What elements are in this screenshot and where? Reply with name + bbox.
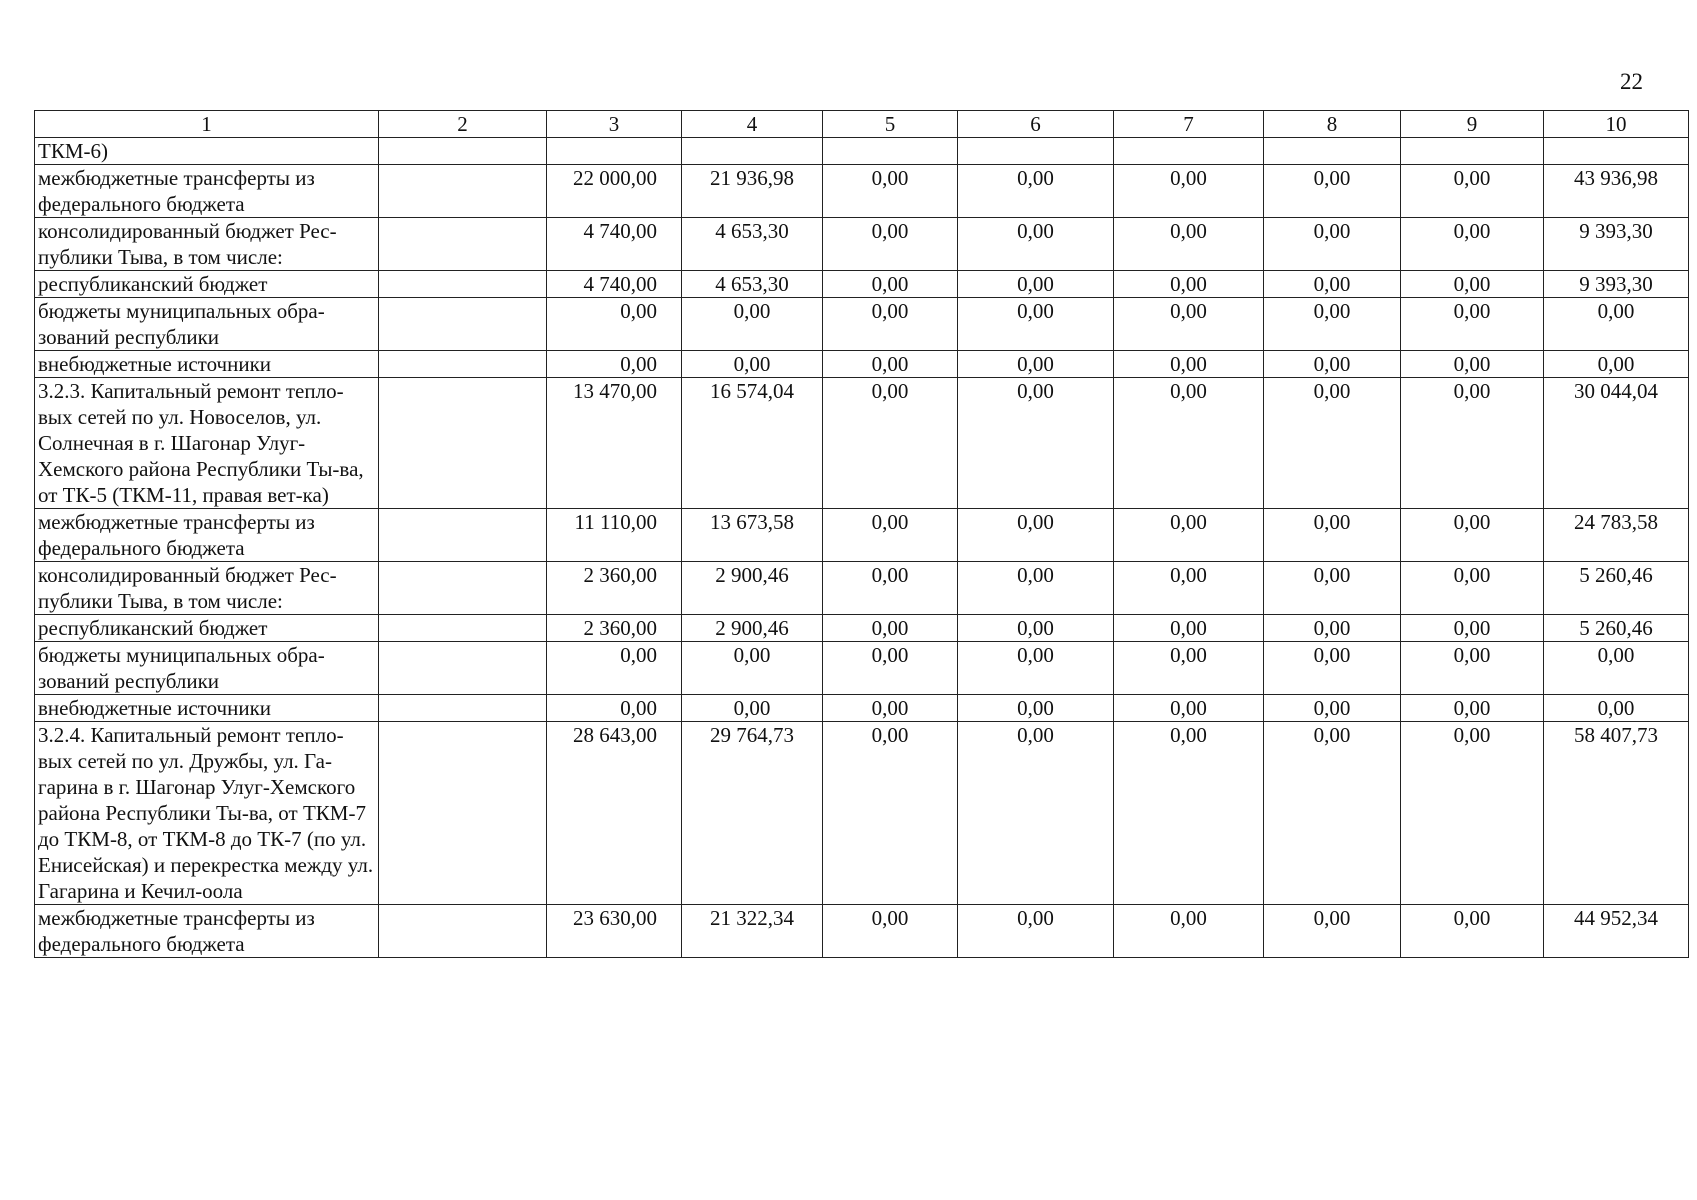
value-cell: 0,00	[1401, 905, 1544, 958]
value-cell: 0,00	[1544, 298, 1689, 351]
value-cell: 0,00	[1114, 165, 1264, 218]
empty-cell	[379, 351, 547, 378]
value-cell: 0,00	[547, 351, 682, 378]
empty-cell	[379, 905, 547, 958]
empty-cell	[379, 165, 547, 218]
column-header: 2	[379, 111, 547, 138]
row-label: внебюджетные источники	[35, 351, 379, 378]
column-header: 3	[547, 111, 682, 138]
value-cell: 0,00	[682, 351, 823, 378]
value-cell: 0,00	[823, 642, 958, 695]
value-cell: 0,00	[958, 615, 1114, 642]
empty-cell	[379, 722, 547, 905]
row-label: консолидированный бюджет Рес-публики Тыва, в том числе:	[35, 218, 379, 271]
row-label: республиканский бюджет	[35, 271, 379, 298]
value-cell: 13 470,00	[547, 378, 682, 509]
value-cell: 21 322,34	[682, 905, 823, 958]
value-cell	[547, 138, 682, 165]
value-cell: 0,00	[1401, 509, 1544, 562]
value-cell: 0,00	[1401, 298, 1544, 351]
value-cell: 28 643,00	[547, 722, 682, 905]
value-cell: 0,00	[1264, 218, 1401, 271]
row-label: бюджеты муниципальных обра-зований республики	[35, 298, 379, 351]
value-cell: 0,00	[1264, 298, 1401, 351]
table-row	[35, 165, 1689, 218]
value-cell: 43 936,98	[1544, 165, 1689, 218]
row-label: бюджеты муниципальных обра-зований республики	[35, 642, 379, 695]
value-cell: 0,00	[823, 298, 958, 351]
table-row	[35, 138, 1689, 165]
value-cell: 0,00	[1264, 722, 1401, 905]
row-label: 3.2.4. Капитальный ремонт тепло-вых сетей по ул. Дружбы, ул. Га-гарина в г. Шагонар Улуг-Хемского района Республики Ты-ва, от ТКМ-7 до ТКМ-8, от ТКМ-8 до ТК-7 (по ул. Енисейская) и перекрестка между ул. Гагарина и Кечил-оола	[35, 722, 379, 905]
value-cell: 0,00	[823, 351, 958, 378]
value-cell: 16 574,04	[682, 378, 823, 509]
row-label: межбюджетные трансферты из федерального бюджета	[35, 165, 379, 218]
column-header: 1	[35, 111, 379, 138]
value-cell: 0,00	[1401, 271, 1544, 298]
value-cell: 23 630,00	[547, 905, 682, 958]
table-row	[35, 615, 1689, 642]
value-cell: 0,00	[1264, 271, 1401, 298]
value-cell: 0,00	[1264, 562, 1401, 615]
empty-cell	[379, 298, 547, 351]
value-cell	[958, 138, 1114, 165]
value-cell: 0,00	[547, 642, 682, 695]
value-cell: 0,00	[1264, 351, 1401, 378]
table-row	[35, 298, 1689, 351]
value-cell: 2 900,46	[682, 562, 823, 615]
value-cell: 0,00	[1544, 642, 1689, 695]
value-cell: 0,00	[1264, 695, 1401, 722]
table-row	[35, 562, 1689, 615]
value-cell: 0,00	[1114, 562, 1264, 615]
row-label: консолидированный бюджет Рес-публики Тыва, в том числе:	[35, 562, 379, 615]
value-cell: 2 900,46	[682, 615, 823, 642]
value-cell: 0,00	[823, 218, 958, 271]
value-cell: 22 000,00	[547, 165, 682, 218]
value-cell: 0,00	[1114, 509, 1264, 562]
budget-table	[34, 110, 1689, 958]
value-cell: 0,00	[1264, 165, 1401, 218]
column-header: 10	[1544, 111, 1689, 138]
value-cell: 0,00	[823, 271, 958, 298]
value-cell: 0,00	[958, 722, 1114, 905]
table-row	[35, 378, 1689, 509]
value-cell: 0,00	[958, 509, 1114, 562]
row-label: республиканский бюджет	[35, 615, 379, 642]
value-cell: 0,00	[958, 298, 1114, 351]
value-cell	[1401, 138, 1544, 165]
row-label: 3.2.3. Капитальный ремонт тепло-вых сетей по ул. Новоселов, ул. Солнечная в г. Шагонар Улуг-Хемского района Республики Ты-ва, от ТК-5 (ТКМ-11, правая вет-ка)	[35, 378, 379, 509]
value-cell: 5 260,46	[1544, 562, 1689, 615]
value-cell: 0,00	[823, 378, 958, 509]
value-cell: 0,00	[823, 905, 958, 958]
value-cell: 44 952,34	[1544, 905, 1689, 958]
value-cell: 4 740,00	[547, 271, 682, 298]
table-row	[35, 905, 1689, 958]
value-cell: 0,00	[1401, 165, 1544, 218]
value-cell	[1114, 138, 1264, 165]
value-cell: 0,00	[1114, 378, 1264, 509]
value-cell: 13 673,58	[682, 509, 823, 562]
value-cell: 0,00	[1114, 218, 1264, 271]
value-cell: 0,00	[823, 509, 958, 562]
value-cell: 0,00	[682, 695, 823, 722]
table-row	[35, 271, 1689, 298]
value-cell: 0,00	[823, 562, 958, 615]
value-cell: 0,00	[1114, 695, 1264, 722]
value-cell: 2 360,00	[547, 615, 682, 642]
value-cell: 0,00	[1401, 722, 1544, 905]
table-header-row	[35, 111, 1689, 138]
empty-cell	[379, 615, 547, 642]
value-cell: 4 653,30	[682, 218, 823, 271]
value-cell: 0,00	[1401, 378, 1544, 509]
value-cell: 0,00	[1401, 218, 1544, 271]
table-row	[35, 642, 1689, 695]
value-cell: 0,00	[1264, 642, 1401, 695]
value-cell: 0,00	[958, 218, 1114, 271]
value-cell: 0,00	[958, 351, 1114, 378]
column-header: 4	[682, 111, 823, 138]
empty-cell	[379, 642, 547, 695]
value-cell: 0,00	[1401, 615, 1544, 642]
value-cell: 0,00	[958, 905, 1114, 958]
value-cell: 5 260,46	[1544, 615, 1689, 642]
value-cell: 30 044,04	[1544, 378, 1689, 509]
value-cell: 0,00	[1114, 298, 1264, 351]
value-cell: 0,00	[958, 642, 1114, 695]
value-cell	[1264, 138, 1401, 165]
value-cell: 0,00	[823, 695, 958, 722]
value-cell: 4 653,30	[682, 271, 823, 298]
table-row	[35, 695, 1689, 722]
value-cell	[1544, 138, 1689, 165]
page-number: 22	[1620, 69, 1643, 94]
value-cell: 0,00	[1401, 642, 1544, 695]
value-cell: 0,00	[1114, 351, 1264, 378]
value-cell: 0,00	[1114, 722, 1264, 905]
value-cell: 0,00	[547, 695, 682, 722]
row-label: межбюджетные трансферты из федерального бюджета	[35, 905, 379, 958]
empty-cell	[379, 138, 547, 165]
value-cell: 0,00	[1114, 271, 1264, 298]
row-label: ТКМ-6)	[35, 138, 379, 165]
value-cell: 9 393,30	[1544, 271, 1689, 298]
value-cell: 2 360,00	[547, 562, 682, 615]
value-cell	[682, 138, 823, 165]
value-cell: 58 407,73	[1544, 722, 1689, 905]
empty-cell	[379, 562, 547, 615]
empty-cell	[379, 378, 547, 509]
row-label: межбюджетные трансферты из федерального бюджета	[35, 509, 379, 562]
value-cell: 0,00	[958, 165, 1114, 218]
value-cell: 0,00	[682, 298, 823, 351]
column-header: 6	[958, 111, 1114, 138]
value-cell: 0,00	[1401, 695, 1544, 722]
value-cell: 0,00	[1401, 562, 1544, 615]
value-cell: 0,00	[682, 642, 823, 695]
value-cell: 0,00	[1264, 509, 1401, 562]
value-cell: 4 740,00	[547, 218, 682, 271]
empty-cell	[379, 695, 547, 722]
value-cell: 0,00	[1264, 905, 1401, 958]
column-header: 5	[823, 111, 958, 138]
value-cell: 0,00	[1114, 642, 1264, 695]
value-cell: 0,00	[823, 722, 958, 905]
value-cell: 0,00	[547, 298, 682, 351]
column-header: 7	[1114, 111, 1264, 138]
value-cell: 0,00	[823, 615, 958, 642]
table-row	[35, 722, 1689, 905]
value-cell: 0,00	[1401, 351, 1544, 378]
value-cell: 0,00	[1544, 351, 1689, 378]
value-cell: 0,00	[1114, 905, 1264, 958]
column-header: 8	[1264, 111, 1401, 138]
value-cell: 0,00	[1114, 615, 1264, 642]
value-cell: 29 764,73	[682, 722, 823, 905]
table-row	[35, 218, 1689, 271]
table-row	[35, 351, 1689, 378]
empty-cell	[379, 509, 547, 562]
column-header: 9	[1401, 111, 1544, 138]
value-cell: 11 110,00	[547, 509, 682, 562]
value-cell	[823, 138, 958, 165]
value-cell: 0,00	[1264, 615, 1401, 642]
value-cell: 0,00	[958, 695, 1114, 722]
row-label: внебюджетные источники	[35, 695, 379, 722]
value-cell: 0,00	[958, 562, 1114, 615]
value-cell: 0,00	[1544, 695, 1689, 722]
value-cell: 0,00	[958, 378, 1114, 509]
value-cell: 0,00	[823, 165, 958, 218]
table-row	[35, 509, 1689, 562]
value-cell: 0,00	[1264, 378, 1401, 509]
value-cell: 9 393,30	[1544, 218, 1689, 271]
value-cell: 0,00	[958, 271, 1114, 298]
value-cell: 24 783,58	[1544, 509, 1689, 562]
empty-cell	[379, 271, 547, 298]
value-cell: 21 936,98	[682, 165, 823, 218]
empty-cell	[379, 218, 547, 271]
